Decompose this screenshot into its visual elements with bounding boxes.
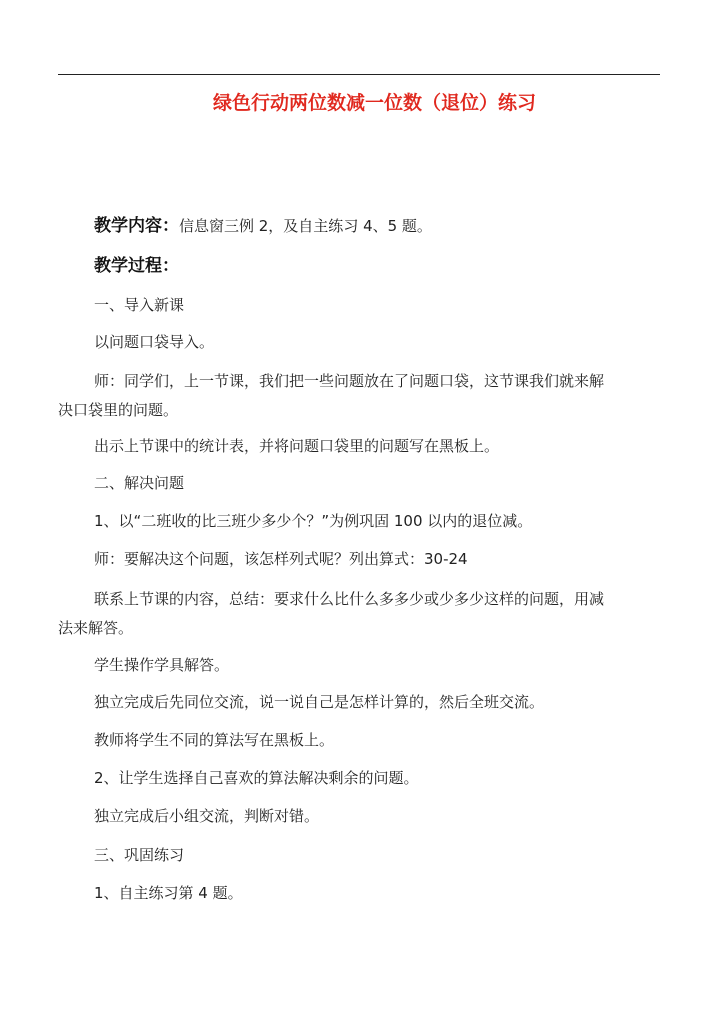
- header-rule: [58, 74, 660, 75]
- content-text: 信息窗三例 2，及自主练习 4、5 题。: [179, 217, 432, 235]
- section-heading-1: 一、导入新课: [94, 296, 185, 314]
- paragraph-2b: 决口袋里的问题。: [58, 401, 179, 419]
- paragraph-11: 独立完成后小组交流，判断对错。: [94, 807, 320, 825]
- paragraph-5: 师：要解决这个问题，该怎样列式呢？列出算式：30-24: [94, 550, 468, 568]
- paragraph-8: 独立完成后先同位交流，说一说自己是怎样计算的，然后全班交流。: [94, 693, 545, 711]
- section-heading-3: 三、巩固练习: [94, 846, 185, 864]
- paragraph-7: 学生操作学具解答。: [94, 656, 230, 674]
- document-title: 绿色行动两位数减一位数（退位）练习: [212, 92, 536, 114]
- section-heading-2: 二、解决问题: [94, 474, 185, 492]
- paragraph-2a: 师：同学们，上一节课，我们把一些问题放在了问题口袋，这节课我们就来解: [94, 372, 605, 390]
- process-label: 教学过程：: [94, 256, 179, 276]
- paragraph-4: 1、以“二班收的比三班少多少个？”为例巩固 100 以内的退位减。: [94, 512, 533, 530]
- paragraph-9: 教师将学生不同的算法写在黑板上。: [94, 731, 335, 749]
- process-line: [94, 253, 179, 279]
- paragraph-3: 出示上节课中的统计表，并将问题口袋里的问题写在黑板上。: [94, 437, 500, 455]
- content-label: 教学内容：: [94, 216, 179, 236]
- paragraph-12: 1、自主练习第 4 题。: [94, 884, 243, 902]
- content-line: [94, 213, 432, 239]
- paragraph-10: 2、让学生选择自己喜欢的算法解决剩余的问题。: [94, 769, 419, 787]
- paragraph-1: 以问题口袋导入。: [94, 333, 215, 351]
- paragraph-6b: 法来解答。: [58, 619, 134, 637]
- paragraph-6a: 联系上节课的内容，总结：要求什么比什么多多少或少多少这样的问题，用减: [94, 590, 605, 608]
